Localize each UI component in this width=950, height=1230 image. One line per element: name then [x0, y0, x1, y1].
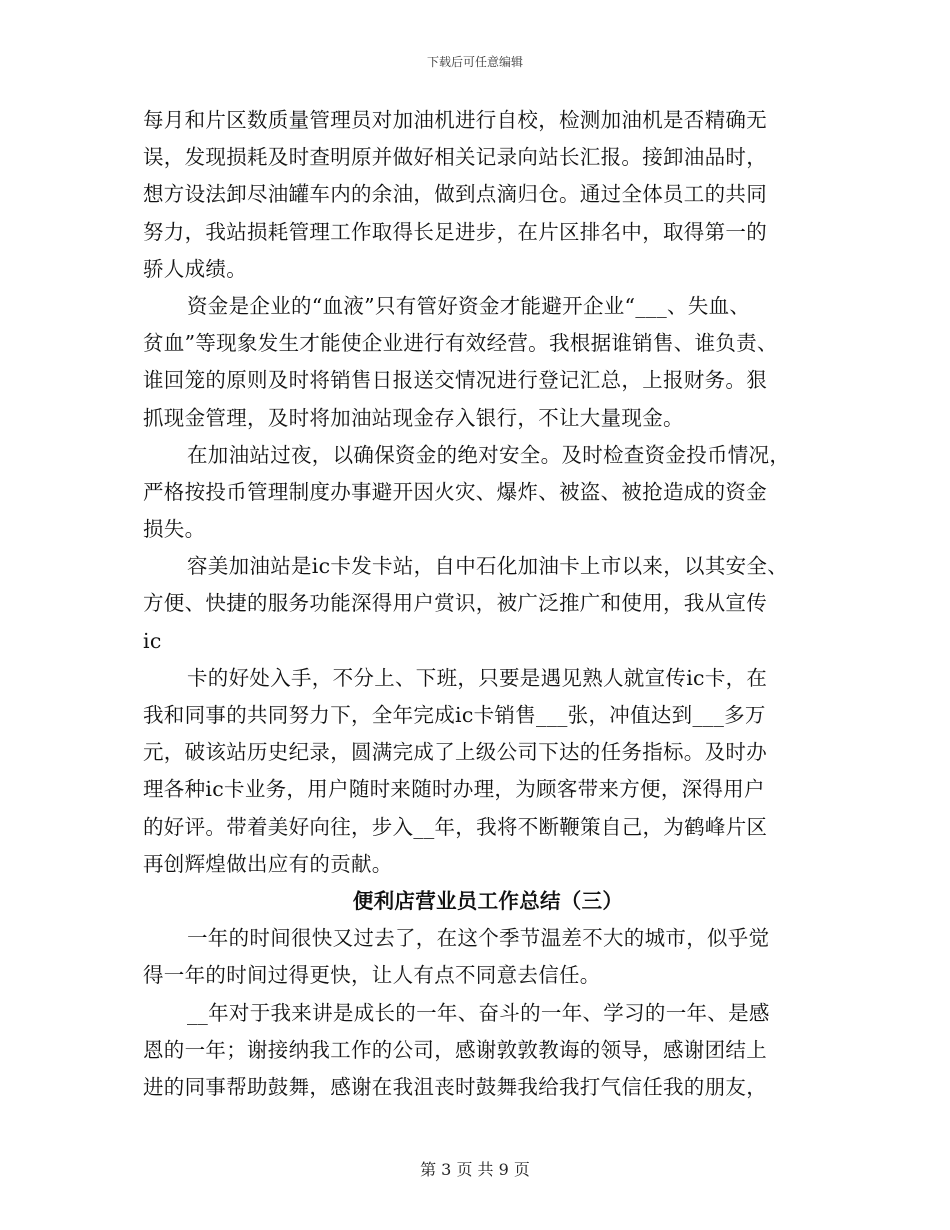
text-line: 我和同事的共同努力下，全年完成ic卡销售___张，冲值达到___多万 — [143, 703, 766, 727]
text-line: 谁回笼的原则及时将销售日报送交情况进行登记汇总，上报财务。狠 — [143, 368, 767, 393]
text-line: 损失。 — [143, 517, 206, 542]
text-line: 的好评。带着美好向往，步入__年，我将不断鞭策自己，为鹤峰片区 — [143, 814, 768, 839]
text-line: 进的同事帮助鼓舞，感谢在我沮丧时鼓舞我给我打气信任我的朋友， — [143, 1074, 767, 1099]
text-line: ic — [143, 628, 162, 653]
paragraph-year-growth — [143, 995, 823, 1107]
text-line: 再创辉煌做出应有的贡献。 — [143, 851, 393, 876]
text-line: 在加油站过夜，以确保资金的绝对安全。及时检查资金投币情况， — [187, 442, 791, 467]
page-header: 下载后可任意编辑 — [426, 55, 523, 69]
text-line: 恩的一年；谢接纳我工作的公司，感谢敦敦教诲的领导，感谢团结上 — [143, 1037, 767, 1062]
text-line: 得一年的时间过得更快，让人有点不同意去信任。 — [143, 963, 601, 988]
document-body — [143, 102, 823, 1106]
section-heading: 便利店营业员工作总结（三） — [352, 888, 624, 913]
paragraph-fund-safety — [143, 437, 823, 549]
text-line: 误，发现损耗及时查明原并做好相关记录向站长汇报。接卸油品时， — [143, 145, 767, 170]
text-line: 骄人成绩。 — [143, 256, 247, 281]
text-line: 理各种ic卡业务，用户随时来随时办理，为顾客带来方便，深得用户 — [143, 777, 765, 802]
text-line: 努力，我站损耗管理工作取得长足进步，在片区排名中，取得第一的 — [143, 219, 767, 244]
text-line: 容美加油站是ic卡发卡站，自中石化加油卡上市以来，以其安全、 — [187, 554, 789, 579]
text-line: 抓现金管理，及时将加油站现金存入银行，不让大量现金。 — [143, 405, 684, 430]
text-line: 资金是企业的“血液”只有管好资金才能避开企业“___、失血、 — [187, 293, 751, 318]
paragraph-ic-card-station — [143, 548, 823, 660]
page-footer: 第 3 页 共 9 页 — [420, 1160, 530, 1179]
text-line: 卡的好处入手，不分上、下班，只要是遇见熟人就宣传ic卡，在 — [187, 665, 768, 690]
text-line: 每月和片区数质量管理员对加油机进行自校，检测加油机是否精确无 — [143, 108, 767, 132]
text-line: 方便、快捷的服务功能深得用户赏识，被广泛推广和使用，我从宣传 — [143, 591, 767, 616]
text-line: 贫血”等现象发生才能使企业进行有效经营。我根据谁销售、谁负责、 — [143, 331, 778, 356]
paragraph-ic-card-sales — [143, 660, 823, 883]
text-line: 元，破该站历史纪录，圆满完成了上级公司下达的任务指标。及时办 — [143, 740, 767, 765]
text-line: 严格按投币管理制度办事避开因火灾、爆炸、被盗、被抢造成的资金 — [143, 479, 767, 504]
text-line: __年对于我来讲是成长的一年、奋斗的一年、学习的一年、是感 — [187, 1000, 770, 1025]
paragraph-year-passed — [143, 920, 823, 994]
paragraph-fund-management — [143, 288, 823, 437]
text-line: 一年的时间很快又过去了，在这个季节温差不大的城市，似乎觉 — [187, 926, 770, 951]
paragraph-loss-management — [143, 102, 823, 288]
text-line: 想方设法卸尽油罐车内的余油，做到点滴归仓。通过全体员工的共同 — [143, 182, 767, 207]
